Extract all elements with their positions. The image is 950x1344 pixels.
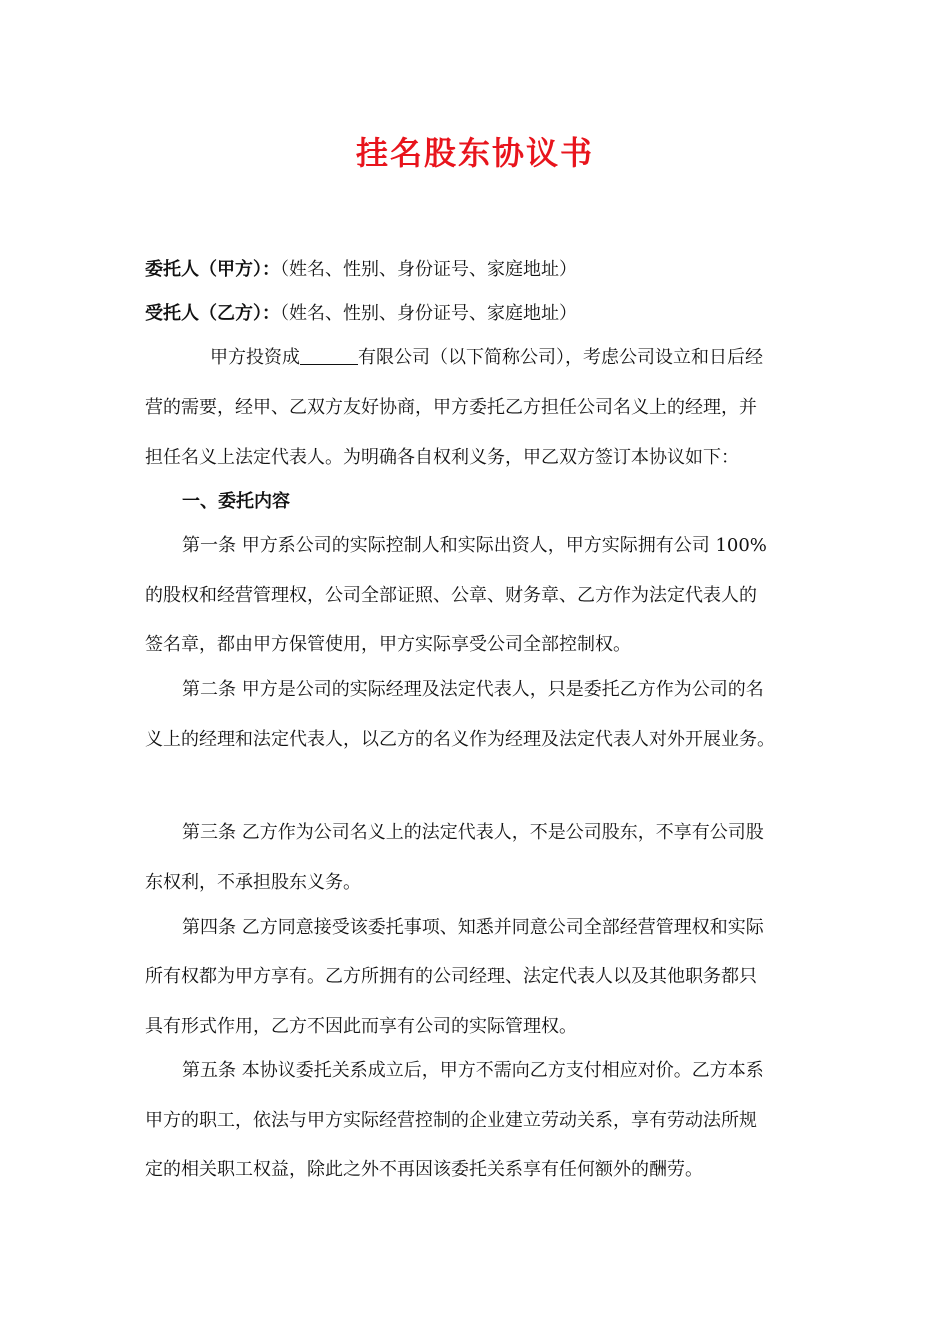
agent-value: （姓名、性别、身份证号、家庭地址） (280, 303, 577, 324)
intro-line-3: 担任名义上法定代表人。为明确各自权利义务，甲乙双方签订本协议如下： (145, 447, 739, 468)
company-name-blank (300, 346, 358, 365)
article-5-line-2: 甲方的职工，依法与甲方实际经营控制的企业建立劳动关系，享有劳动法所规 (145, 1110, 757, 1131)
intro-line-2: 营的需要，经甲、乙双方友好协商，甲方委托乙方担任公司名义上的经理，并 (145, 397, 757, 418)
article-3-line-2: 东权利，不承担股东义务。 (145, 872, 361, 893)
intro-text-after-blank: 有限公司（以下简称公司），考虑公司设立和日后经 (358, 347, 763, 368)
article-4-line-3: 具有形式作用，乙方不因此而享有公司的实际管理权。 (145, 1016, 577, 1037)
principal-line (145, 255, 825, 281)
article-1-line-2: 的股权和经营管理权，公司全部证照、公章、财务章、乙方作为法定代表人的 (145, 585, 757, 606)
section-heading-1: 一、委托内容 (182, 491, 290, 512)
principal-label: 委托人（甲方）： (145, 259, 280, 280)
article-1-line-1: 第一条 甲方系公司的实际控制人和实际出资人，甲方实际拥有公司 100% (182, 535, 767, 556)
intro-line-1 (210, 343, 890, 369)
article-1-line-3: 签名章，都由甲方保管使用，甲方实际享受公司全部控制权。 (145, 634, 631, 655)
article-4-line-1: 第四条 乙方同意接受该委托事项、知悉并同意公司全部经营管理权和实际 (182, 917, 764, 938)
article-5-line-1: 第五条 本协议委托关系成立后，甲方不需向乙方支付相应对价。乙方本系 (182, 1060, 764, 1081)
article-5-line-3: 定的相关职工权益，除此之外不再因该委托关系享有任何额外的酬劳。 (145, 1159, 703, 1180)
agent-line (145, 299, 825, 325)
article-3-line-1: 第三条 乙方作为公司名义上的法定代表人，不是公司股东，不享有公司股 (182, 822, 764, 843)
article-2-line-2: 义上的经理和法定代表人，以乙方的名义作为经理及法定代表人对外开展业务。 (145, 729, 775, 750)
intro-text-before-blank: 甲方投资成 (210, 347, 300, 368)
agent-label: 受托人（乙方）： (145, 303, 280, 324)
principal-value: （姓名、性别、身份证号、家庭地址） (280, 259, 577, 280)
article-2-line-1: 第二条 甲方是公司的实际经理及法定代表人，只是委托乙方作为公司的名 (182, 679, 764, 700)
document-title: 挂名股东协议书 (355, 134, 594, 172)
article-4-line-2: 所有权都为甲方享有。乙方所拥有的公司经理、法定代表人以及其他职务都只 (145, 966, 757, 987)
